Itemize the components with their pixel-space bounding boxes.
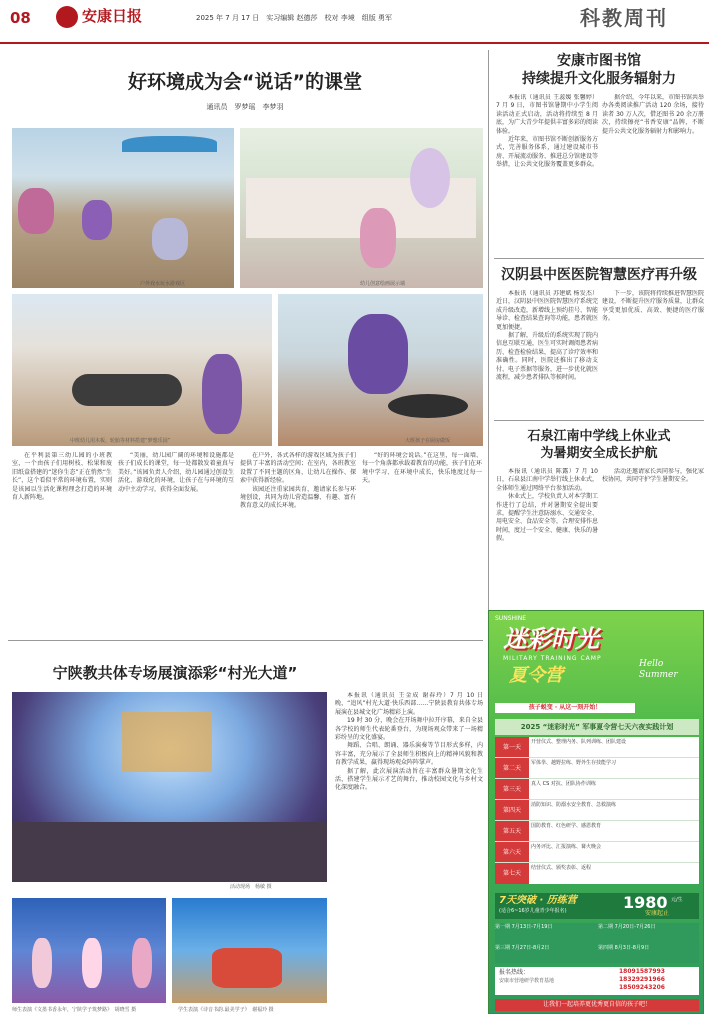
schedule-day: 第一天 xyxy=(495,737,529,757)
caption-teachers-performance: 师生表演《文墨书香永年，宁陕学子筑梦路》 胡晓雪 摄 xyxy=(12,1007,137,1013)
ad-brand: SUNSHINE xyxy=(495,615,527,622)
ad-organizer: 安康市营地研学教育基地 xyxy=(499,978,555,984)
paragraph: 本报讯（通讯员 陈露）7 月 10 日，石泉县江南中学举行线上休业式，全体师生通过网络平台参加活动。 xyxy=(496,468,598,492)
paragraph: 舞蹈、合唱、朗诵、器乐演奏等节目形式多样，内容丰富，充分展示了全县师生积极向上的精神风貌和教育教学成果，赢得现场观众阵阵掌声。 xyxy=(335,742,483,767)
school-body-col2 xyxy=(602,468,704,604)
schedule-day: 第五天 xyxy=(495,821,529,841)
kindergarten-body-col1 xyxy=(12,452,112,632)
caption-cooking: 大班孩子在厨房做饭 xyxy=(405,438,451,444)
schedule-row xyxy=(495,758,699,779)
hospital-body-col2 xyxy=(602,290,704,418)
culture-headline: 宁陕教共体专场展演添彩“村光大道” xyxy=(52,664,298,682)
schedule-content: 军体拳、越野拉练、野外生存技能学习 xyxy=(531,760,617,766)
ad-sessions xyxy=(495,923,699,963)
ad-headline: 迷彩时光 xyxy=(503,625,599,653)
divider xyxy=(494,420,704,421)
caption-students-recital: 学生表演《诗音书韵.最美学子》 谢福玲 摄 xyxy=(178,1007,274,1013)
summer-camp-ad xyxy=(488,610,704,1014)
ad-contact-box xyxy=(495,967,699,995)
paragraph: 本报讯（通讯员 王蕊媛 张馨婷）7 月 9 日，市图书馆暑期中小学生阅读活动正式启动，活动将持续至 8 月底，为广大青少年提供丰富多彩的阅读体验。 xyxy=(496,94,598,135)
schedule-day: 第二天 xyxy=(495,758,529,778)
divider xyxy=(494,258,704,259)
ad-phone: 18329291966 xyxy=(619,976,665,983)
culture-body xyxy=(335,692,483,1022)
kindergarten-body-col2 xyxy=(118,452,234,632)
paragraph: 据了解，此次展演活动旨在丰富群众暑期文化生活，搭建学生展示才艺的舞台，推动校园文化与乡村文化深度融合。 xyxy=(335,767,483,792)
school-body-col1 xyxy=(496,468,598,604)
ad-price: 1980 xyxy=(623,893,668,912)
schedule-row xyxy=(495,863,699,884)
schedule-content: 结营仪式、颁奖表彰、返程 xyxy=(531,865,592,871)
paragraph: “好的环境会说话。”在这里，每一面墙、每一个角落都承载着教育的功能，孩子们在环境中学习、在环境中成长，快乐地度过每一天。 xyxy=(362,452,482,485)
photo-performance-stage xyxy=(12,692,327,882)
schedule-day: 第六天 xyxy=(495,842,529,862)
kindergarten-headline: 好环境成为会“说话”的课堂 xyxy=(128,71,362,93)
masthead xyxy=(0,0,709,44)
section-title: 科教周刊 xyxy=(580,6,668,30)
divider xyxy=(8,640,483,641)
ad-price-unit: 元/生 xyxy=(671,897,683,903)
caption-water-play: 户外戏水玩水游戏区 xyxy=(140,281,186,287)
ad-schedule-title: 2025 “迷彩时光” 军事夏令营七天六夜实践计划 xyxy=(495,719,699,735)
ad-season: 夏令营 xyxy=(509,665,563,686)
schedule-content: 真人 CS 对抗、团队协作训练 xyxy=(531,781,596,787)
paragraph: 近年来，市图书馆不断创新服务方式，完善服务体系，通过建设城市书房、开展流动服务、推进总分馆建设等举措，让公共文化服务覆盖更多群众。 xyxy=(496,136,598,169)
schedule-day: 第七天 xyxy=(495,863,529,884)
caption-building-park: 中班幼儿用木板、轮胎等材料搭建“梦想乐园” xyxy=(70,438,171,444)
library-body-col1 xyxy=(496,94,598,254)
ad-phone: 18091587993 xyxy=(619,968,665,975)
schedule-content: 消防知识、防溺水安全教育、急救演练 xyxy=(531,802,617,808)
schedule-content: 内务评比、汇报演练、篝火晚会 xyxy=(531,844,602,850)
photo-teachers-performance xyxy=(12,898,166,1003)
session-item: 第四期 8月3日-8月9日 xyxy=(598,945,650,951)
session-item: 第三期 7月27日-8月2日 xyxy=(495,945,550,951)
paragraph: 下一步，该院将持续推进智慧医院建设，不断提升医疗服务质量，让群众享受更加优质、高效、便捷的医疗服务。 xyxy=(602,290,704,323)
schedule-content: 国防教育、红色研学、感恩教育 xyxy=(531,823,602,829)
caption-performance-stage: 活动现场 杨敏 摄 xyxy=(230,884,272,890)
issue-meta: 2025 年 7 月 17 日 实习编辑 赵德莎 校对 李境 组版 勇军 xyxy=(196,14,392,22)
schedule-row xyxy=(495,821,699,842)
paragraph: 本报讯（通讯员 苏建斌 杨发杰）近日，汉阴县中医医院智慧医疗系统完成升级改造，新增线上预约挂号、智能导诊、检查结果查询等功能，患者就医更加便捷。 xyxy=(496,290,598,331)
kindergarten-body-col3 xyxy=(240,452,356,632)
library-body-col2 xyxy=(602,94,704,254)
paragraph: 活动还邀请家长共同参与，强化家校协同，共同守护学生暑期安全。 xyxy=(602,468,704,484)
page-number: 08 xyxy=(10,9,31,27)
library-headline: 安康市图书馆 持续提升文化服务辐射力 xyxy=(522,53,676,87)
ad-subtitle: MILITARY TRAINING CAMP xyxy=(503,655,602,662)
paper-name: 安康日报 xyxy=(82,7,143,25)
hospital-headline: 汉阴县中医医院智慧医疗再升级 xyxy=(501,267,697,283)
paper-logo-icon xyxy=(56,6,78,28)
column-divider xyxy=(488,50,489,640)
schedule-row xyxy=(495,842,699,863)
schedule-row xyxy=(495,779,699,800)
photo-building-park xyxy=(12,294,272,446)
paragraph: 据了解，升级后的系统实现了院内信息互联互通，医生可实时调阅患者病历、检查检验结果，提高了诊疗效率和准确性。同时，医院还推出了移动支付、电子票据等服务，进一步优化就医流程，减少患者排队等候时间。 xyxy=(496,332,598,382)
kindergarten-byline: 通讯员 罗梦瑶 李梦羽 xyxy=(206,103,284,111)
paragraph: 在户外，各式各样的游戏区域为孩子们提供了丰富的活动空间；在室内，各班教室设置了不同主题的区角，让幼儿在操作、探索中获得新经验。 xyxy=(240,452,356,485)
photo-painting-wall xyxy=(240,128,483,288)
schedule-day: 第四天 xyxy=(495,800,529,820)
ad-slogan: 孩子蜕变 · 从这一刻开始！ xyxy=(495,703,635,713)
paragraph: 19 时 30 分，晚会在开场舞中拉开序幕，来自全县各学校的师生代表轮番登台，为现场观众带来了一场精彩纷呈的文化盛宴。 xyxy=(335,717,483,742)
ad-promo-sub: (适合6~16岁儿童青少年报名) xyxy=(499,908,567,914)
ad-footer: 让我们一起培养更优秀更自信的孩子吧！ xyxy=(495,999,699,1011)
paragraph: 该园还注重家园共育，邀请家长参与环境创设，共同为幼儿营造温馨、有趣、富有教育意义的成长环境。 xyxy=(240,485,356,510)
photo-students-recital xyxy=(172,898,327,1003)
hospital-body-col1 xyxy=(496,290,598,418)
ad-schedule-table xyxy=(495,737,699,884)
session-item: 第一期 7月13日-7月19日 xyxy=(495,924,553,930)
school-headline: 石泉江南中学线上休业式 为暑期安全成长护航 xyxy=(527,429,671,461)
ad-promo-title: 7天突破 · 历练营 xyxy=(499,895,577,906)
ad-hello: Hello Summer xyxy=(639,659,678,680)
paragraph: “美丽，幼儿园广阔的环境和设施都是孩子们成长的课堂，每一处都散发着童真与美好。”该园负责人介绍，幼儿园通过创设生活化、游戏化的环境，让孩子在与环境的互动中主动学习，获得全面发展。 xyxy=(118,452,234,493)
paragraph: 本报讯（通讯员 王金成 谢春玲）7 月 10 日晚，“追风”村光大道·快乐西部……宁陕县教育共体专场展演在县城文化广场精彩上演。 xyxy=(335,692,483,716)
schedule-row xyxy=(495,737,699,758)
session-item: 第二期 7月20日-7月26日 xyxy=(598,924,656,930)
ad-price-note: 安康起止 xyxy=(645,910,670,917)
ad-phone: 18509243206 xyxy=(619,984,665,991)
caption-painting-wall: 幼儿创意绘画展示墙 xyxy=(360,281,406,287)
schedule-row xyxy=(495,800,699,821)
ad-promo-bar xyxy=(495,893,699,919)
paragraph: 在平利县第三幼儿园的小班教室，一个由孩子们用树枝、松果和废旧纸盒搭建的“迷你生态”正在悄然“生长”，这个看似平常的环境布置，实则是该园以生活化课程理念打造的环境育人新阵地。 xyxy=(12,452,112,502)
kindergarten-body-col4 xyxy=(362,452,482,632)
photo-water-play xyxy=(12,128,234,288)
paragraph: 据介绍，今年以来，市图书馆共举办各类阅读推广活动 120 余场，接待读者 30 万人次，借还图书 20 余万册次，持续擦亮“书香安康”品牌，不断提升公共文化服务辐射力和影响力。 xyxy=(602,94,704,135)
photo-cooking xyxy=(278,294,483,446)
schedule-day: 第三天 xyxy=(495,779,529,799)
schedule-content: 开营仪式、整理内务、队列训练、团队建设 xyxy=(531,739,627,745)
paragraph: 休业式上，学校负责人对本学期工作进行了总结，并对暑期安全提出要求，提醒学生注意防溺水、交通安全、用电安全、食品安全等，合理安排作息时间，度过一个安全、健康、快乐的暑假。 xyxy=(496,493,598,543)
ad-phone-label: 报名热线： xyxy=(499,969,530,976)
